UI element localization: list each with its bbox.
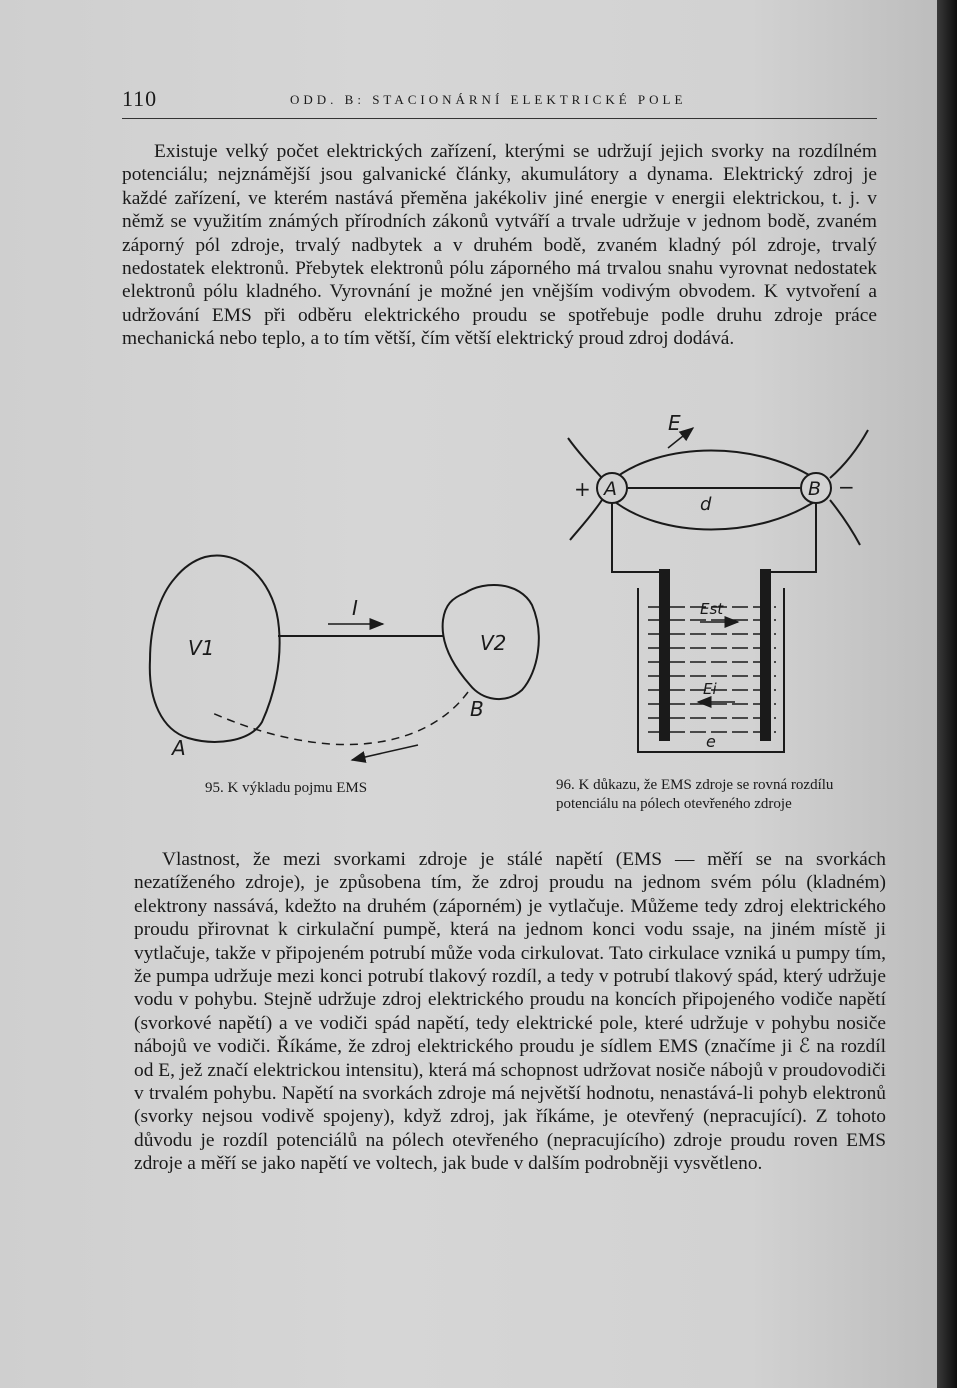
label-terminal-a: A — [604, 478, 617, 500]
page-number: 110 — [122, 86, 158, 111]
lower-arrow — [352, 745, 418, 760]
field-line-top — [610, 451, 820, 483]
label-minus: − — [838, 475, 855, 499]
label-plus: + — [574, 477, 591, 501]
label-est: Est — [700, 600, 724, 618]
outer-line-left-top — [568, 438, 602, 478]
paragraph-2: Vlastnost, že mezi svorkami zdroje je stálé napětí (EMS — měří se na svorkách nezatíženého zdroje), je způsobena tím, že zdroj proudu na jednom svém pólu (kladném) elektrony nassává, kdežto na druhém (záporném) je vytlačuje. Můžeme tedy zdroj elektrického proudu přirovnat k cirkulační pumpě, která na jednom konci vodu ssaje, na jiném místě ji vytlačuje, takže v připojeném potrubí může voda cirkulovat. Tato cirkulace vzniká u pumpy tím, že pumpa udržuje mezi konci potrubí tlakový rozdíl, a tedy v potrubí tlakový spád, který udržuje vodu v pohybu. Stejně udržuje zdroj elektrického proudu na koncích připojeného vodiče napětí (svorkové napětí) a ve vodiči spád napětí, tedy elektrické pole, které udržuje v pohybu nosiče nábojů ve vodiči. Říkáme, že zdroj elektrického proudu je sídlem EMS (značíme ji ℰ na rozdíl od E, jež značí elektrickou intensitu), která má schopnost udržovat nosiče nábojů v proudovodiči v trvalém pohybu. Napětí na svorkách zdroje má největší hodnotu, nenastává-li pohyb elektronů (svorky nejsou vodivě spojeny), když zdroj, jak říkáme, je otevřený (nepracující). Z tohoto důvodu je rozdíl potenciálů na pólech otevřeného (nepracujícího) zdroje proudu roven EMS zdroje a měří se jako napětí ve voltech, jak bude v dalším podrobněji vysvětleno. — [134, 849, 886, 1175]
figures — [0, 400, 937, 820]
electrode-left — [660, 570, 669, 740]
paragraph-1: Existuje velký počet elektrických zařízení, kterými se udržují jejich svorky na rozdílném potenciálu; nejznámější jsou galvanické články, akumulátory a dynama. Elektrický zdroj je každé zařízení, ve kterém nastává přeměna jakékoliv jiné energie v energii elektrickou, t. j. v němž se využitím známých přírodních zákonů vytváří a trvale udržuje v jednom bodě, zvaném záporný pól zdroje, trvalý nadbytek a v druhém bodě, zvaném kladný pól zdroje, trvalý nedostatek elektronů. Přebytek elektronů pólu záporného má trvalou snahu vyrovnat nedostatek elektronů pólu kladného. Vyrovnání je možné jen vnějším vodivým obvodem. K vytvoření a udržování EMS při odběru elektrického proudu se spotřebuje podle druhu zdroje práce mechanická nebo teplo, a to tím větší, čím větší elektrický proud zdroj dodává. — [122, 141, 877, 350]
wire-a — [612, 503, 664, 572]
label-a: A — [172, 736, 186, 760]
outer-line-right-top — [830, 430, 868, 478]
caption-figure-95: 95. K výkladu pojmu EMS — [205, 780, 368, 796]
running-head: ODD. B: STACIONÁRNÍ ELEKTRICKÉ POLE — [290, 92, 687, 107]
outer-line-left-bottom — [570, 500, 602, 540]
label-e-field: E — [668, 411, 681, 435]
label-terminal-b: B — [808, 478, 822, 500]
label-b: B — [470, 697, 484, 721]
book-binding-shadow — [937, 0, 957, 1388]
label-d: d — [700, 494, 712, 515]
figure-96 — [568, 428, 868, 752]
label-current-i: I — [352, 596, 358, 620]
electrode-right — [761, 570, 770, 740]
label-ei: Ei — [703, 680, 717, 698]
caption-figure-96: 96. K důkazu, že EMS zdroje se rovná rozdílu potenciálu na pólech otevřeného zdroje — [556, 777, 834, 812]
header-rule — [122, 118, 877, 119]
outer-line-right-bottom — [830, 500, 860, 545]
dashed-return-path — [210, 692, 468, 745]
label-v1: V1 — [188, 636, 215, 660]
label-v2: V2 — [480, 631, 507, 655]
field-line-bottom — [610, 498, 820, 530]
page-header — [122, 86, 877, 116]
label-e-electron: e — [706, 732, 716, 751]
